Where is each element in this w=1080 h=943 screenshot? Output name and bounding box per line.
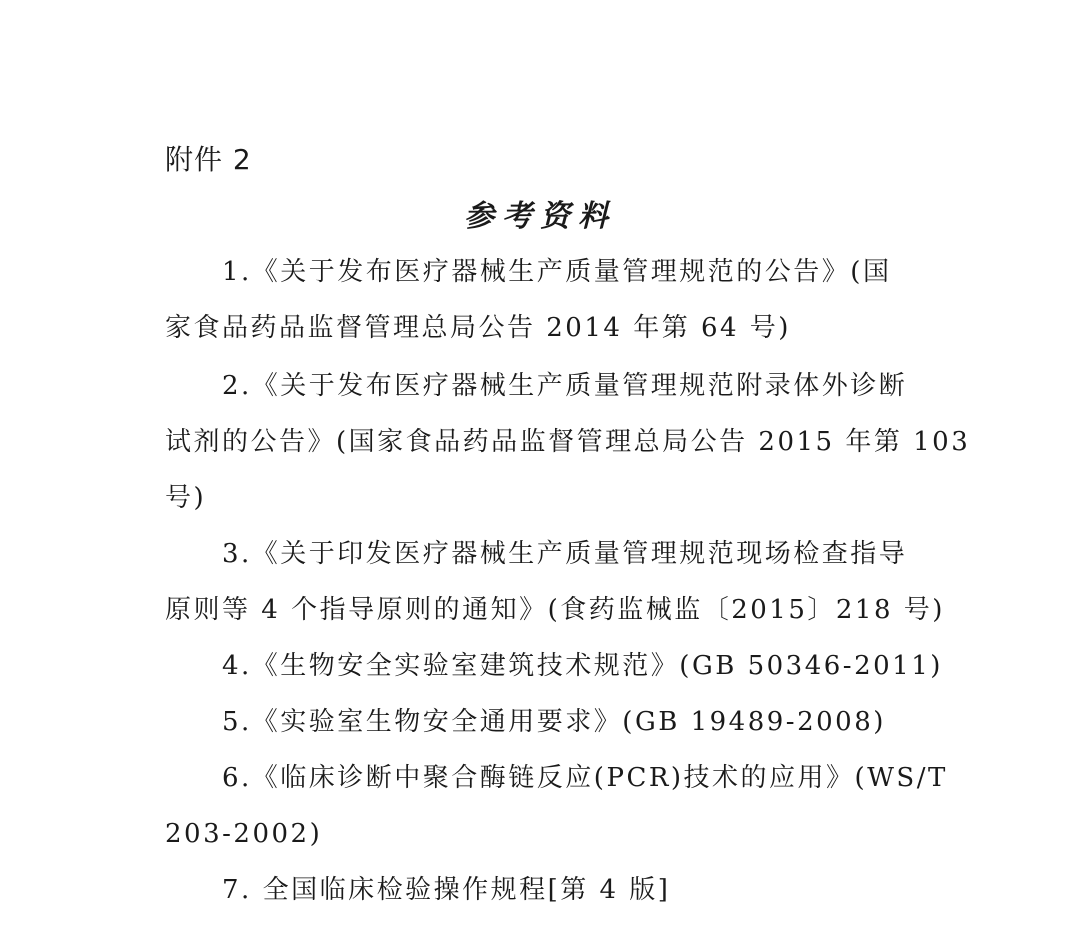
attachment-label: 附件 2 xyxy=(165,143,252,176)
reference-line: 原则等 4 个指导原则的通知》(食药监械监〔2015〕218 号) xyxy=(165,595,945,625)
reference-line: 2.《关于发布医疗器械生产质量管理规范附录体外诊断 xyxy=(222,371,908,401)
reference-line: 3.《关于印发医疗器械生产质量管理规范现场检查指导 xyxy=(222,539,908,569)
reference-line: 号) xyxy=(165,483,207,513)
reference-line: 试剂的公告》(国家食品药品监督管理总局公告 2015 年第 103 xyxy=(165,427,971,457)
document-title: 参考资料 xyxy=(464,199,616,234)
reference-line: 203-2002) xyxy=(165,819,323,849)
reference-line: 家食品药品监督管理总局公告 2014 年第 64 号) xyxy=(165,313,791,343)
reference-line: 4.《生物安全实验室建筑技术规范》(GB 50346-2011) xyxy=(222,651,943,681)
reference-line: 7. 全国临床检验操作规程[第 4 版] xyxy=(222,875,671,905)
reference-line: 1.《关于发布医疗器械生产质量管理规范的公告》(国 xyxy=(222,257,892,287)
reference-line: 6.《临床诊断中聚合酶链反应(PCR)技术的应用》(WS/T xyxy=(222,763,948,793)
reference-line: 5.《实验室生物安全通用要求》(GB 19489-2008) xyxy=(222,707,886,737)
